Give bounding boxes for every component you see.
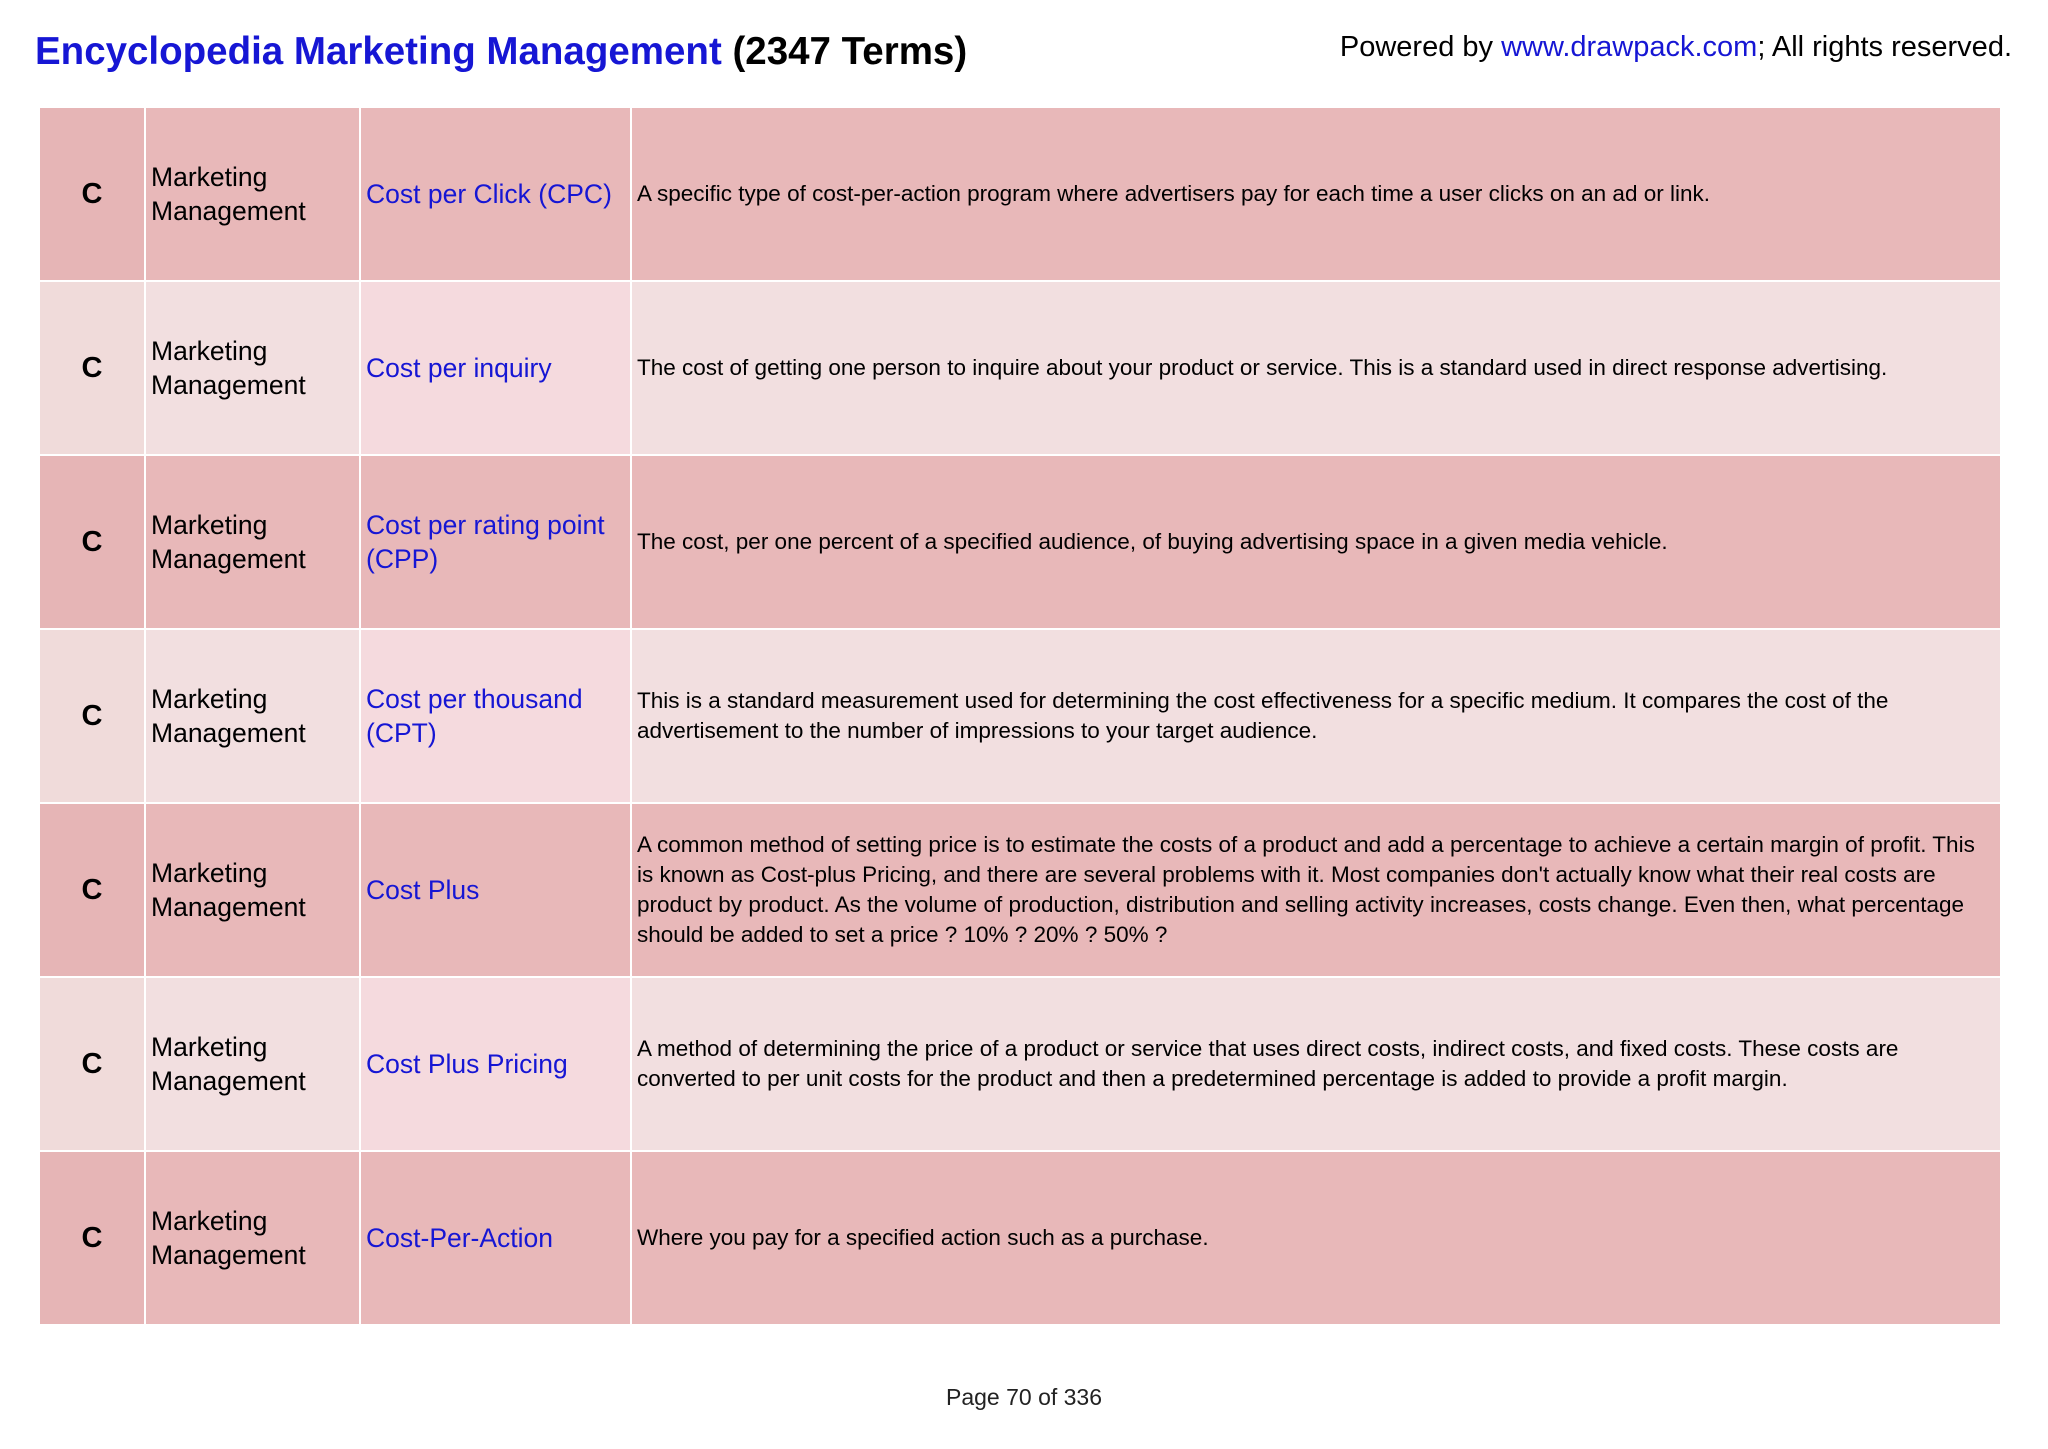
title-main: Encyclopedia Marketing Management: [35, 30, 722, 73]
term-link[interactable]: Cost per rating point (CPP): [366, 510, 605, 574]
page-title: [35, 29, 967, 75]
definition-cell: This is a standard measurement used for determining the cost effectiveness for a specific medium. It compares the cost of the advertisement to the number of impressions to your target audience.: [631, 629, 2001, 803]
letter-cell: C: [39, 629, 145, 803]
letter-cell: C: [39, 455, 145, 629]
powered-suffix: ; All rights reserved.: [1757, 31, 2012, 63]
definition-cell: A common method of setting price is to estimate the costs of a product and add a percentage to achieve a certain margin of profit. This is known as Cost-plus Pricing, and there are several problems with it. Most companies don't actually know what their real costs are product by product. As the volume of production, distribution and selling activity increases, costs change. Even then, what percentage should be added to set a price ? 10% ? 20% ? 50% ?: [631, 803, 2001, 977]
term-link[interactable]: Cost-Per-Action: [366, 1223, 554, 1253]
letter-cell: C: [39, 1151, 145, 1325]
terms-table: [38, 106, 2002, 1326]
letter-cell: C: [39, 281, 145, 455]
definition-cell: The cost of getting one person to inquire about your product or service. This is a standard used in direct response advertising.: [631, 281, 2001, 455]
term-link[interactable]: Cost Plus Pricing: [366, 1049, 568, 1079]
term-cell: [360, 455, 631, 629]
powered-prefix: Powered by: [1339, 31, 1502, 63]
term-cell: [360, 629, 631, 803]
table-row: [39, 803, 2001, 977]
table-row: [39, 107, 2001, 281]
definition-cell: A specific type of cost-per-action program where advertisers pay for each time a user clicks on an ad or link.: [631, 107, 2001, 281]
table-row: [39, 629, 2001, 803]
term-link[interactable]: Cost per thousand (CPT): [366, 684, 583, 748]
drawpack-link[interactable]: www.drawpack.com: [1501, 31, 1758, 63]
title-term-count: (2347 Terms): [732, 30, 968, 73]
term-cell: [360, 281, 631, 455]
category-cell: Marketing Management: [145, 281, 360, 455]
term-link[interactable]: Cost per inquiry: [366, 353, 552, 383]
definition-cell: A method of determining the price of a product or service that uses direct costs, indirect costs, and fixed costs. These costs are converted to per unit costs for the product and then a predetermined percentage is added to provide a profit margin.: [631, 977, 2001, 1151]
table-row: [39, 455, 2001, 629]
category-cell: Marketing Management: [145, 977, 360, 1151]
term-cell: [360, 803, 631, 977]
table-row: [39, 1151, 2001, 1325]
term-cell: [360, 107, 631, 281]
category-cell: Marketing Management: [145, 629, 360, 803]
definition-cell: Where you pay for a specified action such as a purchase.: [631, 1151, 2001, 1325]
category-cell: Marketing Management: [145, 455, 360, 629]
term-cell: [360, 977, 631, 1151]
definition-cell: The cost, per one percent of a specified audience, of buying advertising space in a given media vehicle.: [631, 455, 2001, 629]
letter-cell: C: [39, 977, 145, 1151]
term-cell: [360, 1151, 631, 1325]
category-cell: Marketing Management: [145, 803, 360, 977]
term-link[interactable]: Cost per Click (CPC): [366, 179, 612, 209]
table-row: [39, 977, 2001, 1151]
category-cell: Marketing Management: [145, 1151, 360, 1325]
powered-by-notice: [1340, 28, 2012, 66]
letter-cell: C: [39, 107, 145, 281]
table-row: [39, 281, 2001, 455]
term-link[interactable]: Cost Plus: [366, 875, 480, 905]
letter-cell: C: [39, 803, 145, 977]
category-cell: Marketing Management: [145, 107, 360, 281]
page-number: Page 70 of 336: [945, 1384, 1103, 1410]
